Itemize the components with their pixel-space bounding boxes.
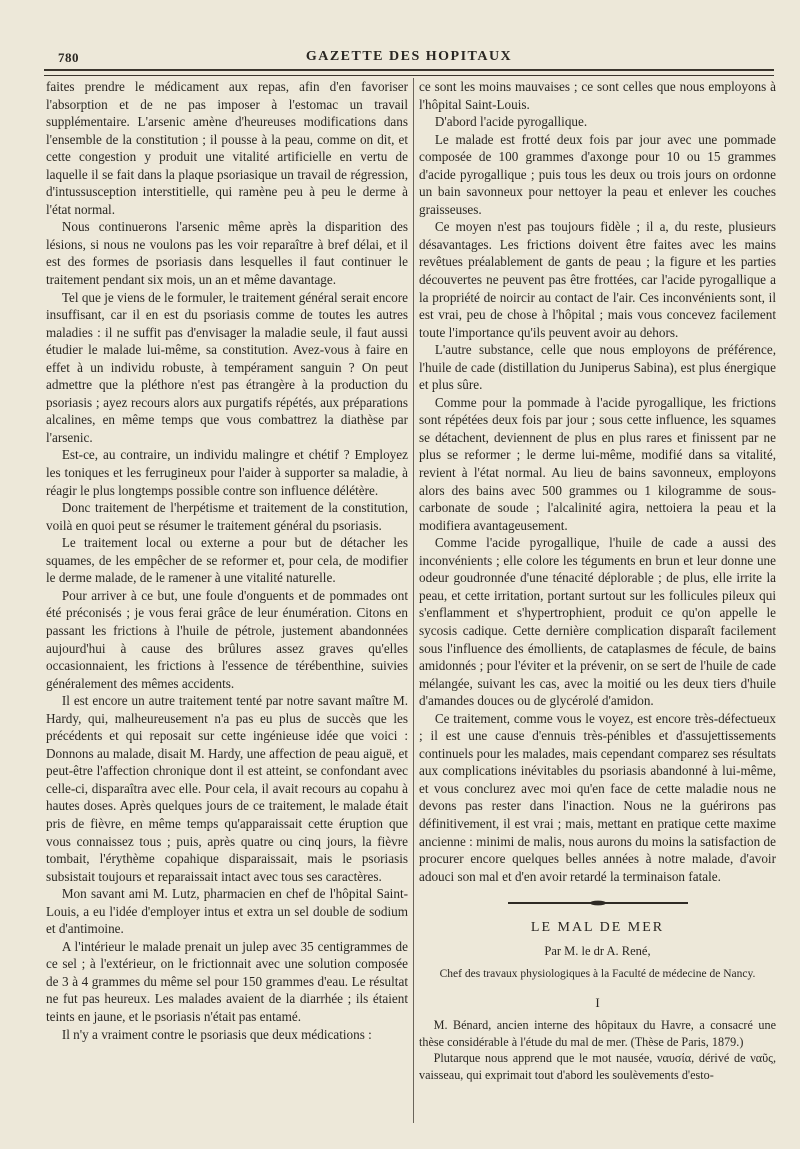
paragraph: Ce moyen n'est pas toujours fidèle ; il a, du reste, plusieurs désavantages. Les frictions doivent être faites avec les mains revêtues préalablement de gants de peau ; la figure et les parties découvertes ne peuvent pas être frottées, car l'acide pyrogallique a la propriété de noircir au contact de l'air. Ces inconvénients sont, il est vrai, peu de chose à l'hôpital ; mais vous concevez facilement toute l'importance qu'ils peuvent avoir au dehors. (419, 219, 776, 340)
article-body (419, 1017, 776, 1083)
article-section-number: I (595, 994, 600, 1010)
paragraph: Donc traitement de l'herpétisme et traitement de la constitution, voilà en quoi peut se résumer le traitement général du psoriasis. (46, 500, 408, 533)
page-number: 780 (58, 50, 79, 65)
article-title: LE MAL DE MER (530, 920, 665, 936)
page-header (44, 44, 774, 68)
paragraph: Nous continuerons l'arsenic même après la disparition des lésions, si nous ne voulons pas les voir reparaître à bref délai, et il est des formes de psoriasis dans lesquelles il faut continuer le traitement pendant six mois, un an et même davantage. (46, 219, 408, 288)
paragraph: D'abord l'acide pyrogallique. (434, 114, 588, 130)
header-rule (44, 69, 774, 76)
paragraph: Plutarque nous apprend que le mot nausée, ναυσία, dérivé de ναῦς, vaisseau, qui exprimait tout d'abord les soulèvements d'esto- (419, 1051, 776, 1082)
paragraph: M. Bénard, ancien interne des hôpitaux du Havre, a consacré une thèse considérable à l'étude du mal de mer. (Thèse de Paris, 1879.) (419, 1018, 776, 1049)
paragraph: Comme l'acide pyrogallique, l'huile de cade a aussi des inconvénients ; elle colore les téguments en brun et leur donne une odeur goudronnée d'une ténacité déplorable ; de plus, elle irrite la peau, et cette irritation, portant surtout sur les follicules pileux qui s'enflamment et s'hypertrophient, produit ce qu'on appelle le sycosis cadique. Cette dernière complication disparaît facilement sous l'influence des émollients, de cataplasmes de fécule, de bains amidonnés ; pour l'éviter et la prévenir, on se sert de l'huile de cade mélangée, suivant les cas, avec la moitié ou les deux tiers d'huile d'amandes douces ou de glycérolé d'amidon. (419, 535, 776, 709)
paragraph: ce sont les moins mauvaises ; ce sont celles que nous employons à l'hôpital Saint-Louis. (419, 79, 776, 112)
paragraph: Le malade est frotté deux fois par jour avec une pommade composée de 100 grammes d'axonge pour 10 ou 15 grammes d'acide pyrogallique ; puis tous les deux ou trois jours on ordonne un bain savonneux pour nettoyer la peau et enlever les couches graisseuses. (419, 131, 776, 217)
right-column (419, 78, 776, 1123)
paragraph: Comme pour la pommade à l'acide pyrogallique, les frictions sont répétées deux fois par jour ; sous cette influence, les squames se détachent, deviennent de plus en plus rares et finissent par ne plus se reformer ; le derme lui-même, modifié dans sa vitalité, revient à l'état normal. Au lieu de bains savonneux, employons alors des bains avec 500 grammes ou 1 kilogramme de sous-carbonate de soude ; l'alcalinité agira, nettoiera la peau et la modifiera avantageusement. (419, 394, 776, 533)
left-column (46, 78, 408, 1123)
column-divider (413, 78, 414, 1123)
paragraph: Le traitement local ou externe a pour but de détacher les squames, de les empêcher de se reformer et, pour cela, de modifier le derme malade, de le ramener à une vitalité naturelle. (46, 535, 408, 586)
paragraph: Est-ce, au contraire, un individu malingre et chétif ? Employez les toniques et les ferrugineux pour l'aider à supporter sa maladie, à réagir le plus longtemps possible contre son influence délétère. (46, 447, 408, 498)
paragraph: Il est encore un autre traitement tenté par notre savant maître M. Hardy, qui, malheureusement n'a pas eu plus de succès que les précédents et qui reposait sur cette ingénieuse idée que voici : Donnons au malade, disait M. Hardy, une affection de peau aiguë, et peut-être l'affection chronique dont il est atteint, se confondant avec celle-ci, disparaîtra avec elle. Pour cela, il avait recours au copahu à hautes doses. Après quelques jours de ce traitement, le malade était pris de fièvre, en même temps qu'apparaissait cette éruption que vous connaissez tous ; puis, après quatre ou cinq jours, la fièvre tombait, l'érythème copahique disparaissait, mais le psoriasis subsistait toujours et reparaissait intact avec tous ses caractères. (46, 693, 408, 884)
running-title: GAZETTE DES HOPITAUX (305, 49, 513, 64)
paragraph: Ce traitement, comme vous le voyez, est encore très-défectueux ; il est une cause d'ennuis très-pénibles et d'assujettissements continuels pour les malades, mais cependant comparez ses résultats aux complications inévitables du psoriasis abandonné à lui-même, et vous conclurez avec moi qu'en face de cette maladie nous ne devons pas rester dans l'inaction. Nous ne la guérirons pas définitivement, il est vrai ; mais, mettant en pratique cette maxime ancienne : minimi de malis, nous aurons du moins la satisfaction de procurer encore quelques belles années à notre malade, d'avoir adouci son mal et d'en avoir retardé la terminaison fatale. (419, 710, 776, 884)
paragraph: A l'intérieur le malade prenait un julep avec 35 centigrammes de ce sel ; à l'extérieur, on le frictionnait avec une solution composée de 3 à 4 grammes du même sel pour 150 grammes d'eau. Le résultat ne fut pas heureux. Les malades avaient de la diarrhée ; ils étaient teints en jaune, et le psoriasis n'était pas entamé. (46, 938, 408, 1024)
paragraph: Il n'y a vraiment contre le psoriasis que deux médications : (61, 1026, 372, 1042)
article-author: Par M. le dr A. René, (544, 943, 651, 958)
paragraph: faites prendre le médicament aux repas, afin d'en favoriser l'absorption et de ne pas imposer à l'estomac un travail supplémentaire. L'arsenic amène d'heureuses modifications dans l'ensemble de la constitution ; il pousse à la peau, comme on dit, et cette congestion y produit une vitalité artificielle en vertu de laquelle il se fait dans la plaque psoriasique un travail de régression, d'intussusception interstitielle, qui ramène peu à peu le derme à l'état normal. (46, 79, 408, 217)
paragraph: Tel que je viens de le formuler, le traitement général serait encore insuffisant, car il en est du psoriasis comme de toutes les autres maladies : il ne suffit pas d'envisager la maladie seule, il faut aussi étudier le malade lui-même, sa constitution. Avez-vous à faire en effet à un individu robuste, à tempérament sanguin ? On peut admettre que la pléthore n'est pas étrangère à la production du psoriasis ; ayez recours alors aux purgatifs répétés, aux préparations alcalines, en même temps que vous combattrez la diathèse par l'arsenic. (46, 289, 408, 445)
article-affiliation: Chef des travaux physiologiques à la Faculté de médecine de Nancy. (439, 968, 756, 981)
paragraph: L'autre substance, celle que nous employons de préférence, l'huile de cade (distillation du Juniperus Sabina), est plus énergique et plus sûre. (419, 342, 776, 393)
paragraph: Mon savant ami M. Lutz, pharmacien en chef de l'hôpital Saint-Louis, a eu l'idée d'employer intus et extra un sel double de sodium et d'antimoine. (46, 886, 408, 937)
section-ornament (508, 899, 688, 907)
paragraph: Pour arriver à ce but, une foule d'onguents et de pommades ont été préconisés ; je vous ferai grâce de leur énumération. Citons en passant les frictions à l'huile de pétrole, justement abandonnées aujourd'hui à cause des brûlures assez graves qu'elles occasionnaient, les frictions à l'essence de térébenthine, suivies généralement des mêmes accidents. (46, 587, 408, 691)
